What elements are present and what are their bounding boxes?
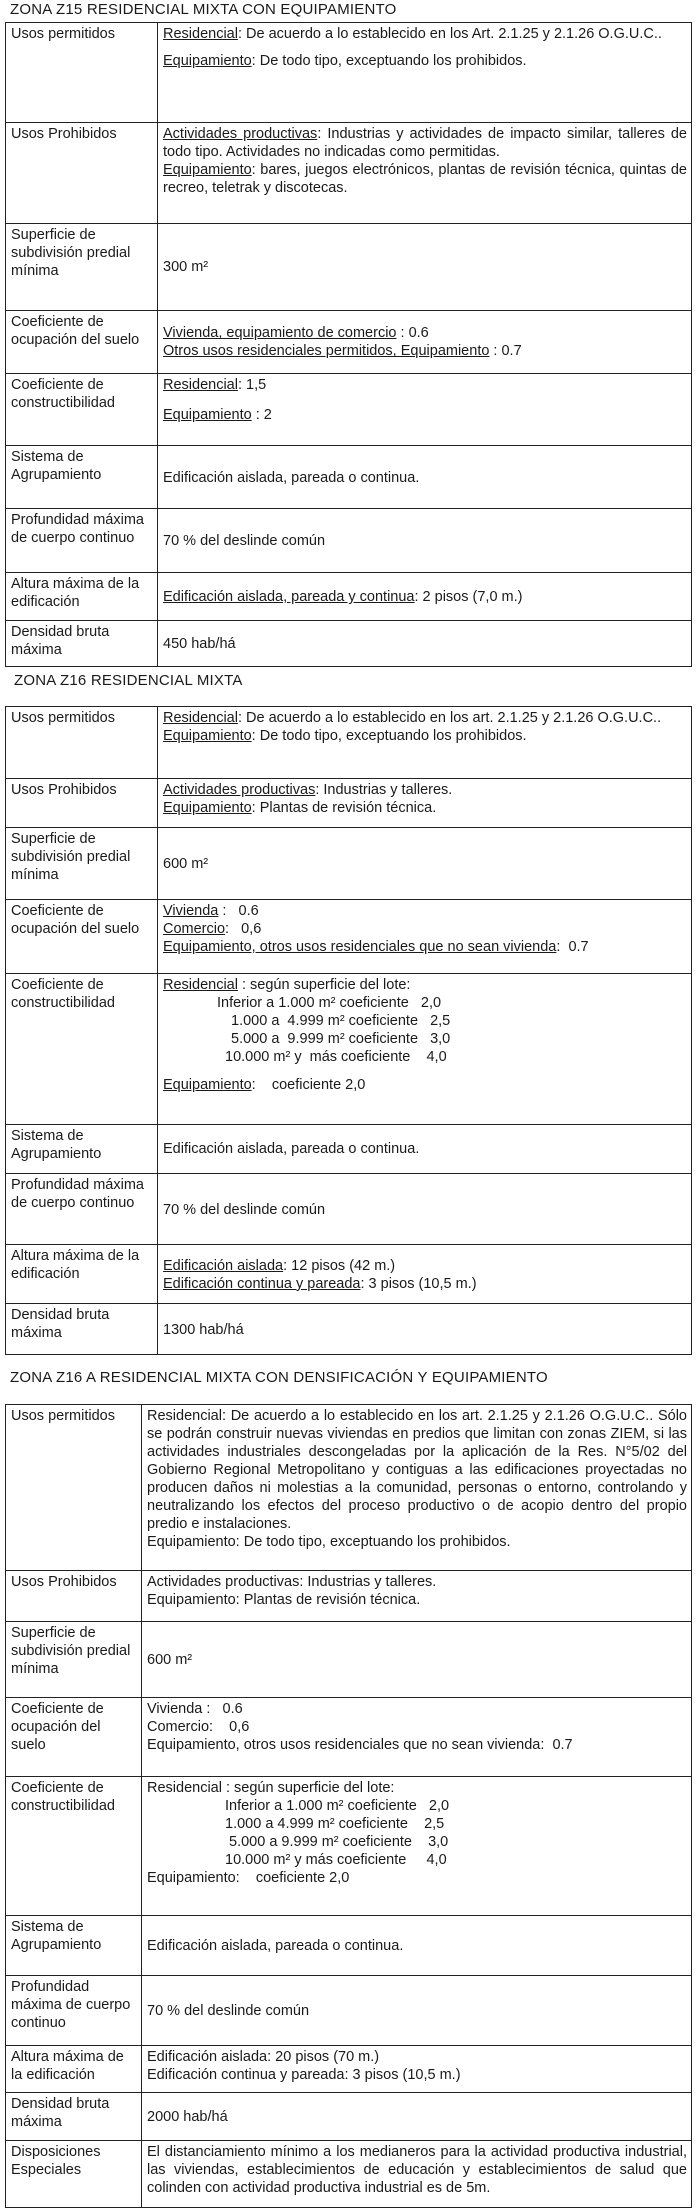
zone-z15-title: ZONA Z15 RESIDENCIAL MIXTA CON EQUIPAMIENTO (10, 1, 397, 18)
densidad-value: 2000 hab/há (142, 2092, 692, 2141)
row-label: Altura máxima de la edificación (6, 1245, 158, 1304)
equipamiento-label: Equipamiento (163, 799, 252, 816)
line: Vivienda : 0.6 (147, 1700, 243, 1717)
usos-prohibidos-value (142, 1571, 692, 1622)
row-label: Coeficiente de ocupación del suelo (6, 1697, 142, 1776)
row-label: Sistema de Agrupamiento (6, 1125, 158, 1173)
table-row (6, 1776, 692, 1916)
equipamiento-text: : coeficiente 2,0 (251, 1076, 366, 1093)
line: Actividades productivas: Industrias y talleres. (147, 1574, 437, 1591)
table-row (6, 223, 692, 310)
table-row (6, 778, 692, 828)
sistema-value: Edificación aislada, pareada o continua. (158, 446, 692, 508)
row-label: Densidad bruta máxima (6, 621, 158, 667)
equipamiento-label: Equipamiento (163, 728, 252, 744)
residencial-label: Residencial (163, 710, 238, 726)
row-label: Coeficiente de constructibilidad (6, 973, 158, 1125)
table-row (6, 828, 692, 900)
row-label: Superficie de subdivisión predial mínima (6, 828, 158, 900)
coef-constructibilidad-value (142, 1776, 692, 1916)
row-label: Coeficiente de ocupación del suelo (6, 899, 158, 973)
table-row (6, 1571, 692, 1622)
row-label: Altura máxima de la edificación (6, 573, 158, 621)
tier-line: Inferior a 1.000 m² coeficiente 2,0 (225, 1797, 450, 1814)
line-label: Edificación aislada (163, 1257, 284, 1274)
line-value: : 3 pisos (10,5 m.) (360, 1275, 477, 1292)
coef-constructibilidad-value (158, 373, 692, 446)
usos-permitidos-value (158, 23, 692, 123)
row-label: Coeficiente de constructibilidad (6, 1776, 142, 1916)
row-label: Usos Prohibidos (6, 1571, 142, 1622)
residencial-text: : según superficie del lote: (237, 976, 411, 993)
table-row (6, 373, 692, 446)
coef-ocupacion-value (158, 311, 692, 373)
equipamiento-text: : De todo tipo, exceptuando los prohibidos. (251, 728, 527, 744)
coef-constructibilidad-value (158, 973, 692, 1125)
actividades-label: Actividades productivas (163, 125, 318, 142)
row-label: Disposiciones Especiales (6, 2141, 142, 2208)
line-label: Otros usos residenciales permitidos, Equipamiento (163, 343, 490, 360)
table-row (6, 1976, 692, 2046)
equipamiento-label: Equipamiento (163, 53, 252, 69)
actividades-text: : Industrias y talleres. (315, 781, 453, 798)
line-label: Vivienda (163, 902, 219, 919)
line: Equipamiento: Plantas de revisión técnica. (147, 1592, 421, 1609)
densidad-value: 450 hab/há (158, 621, 692, 667)
row-label: Superficie de subdivisión predial mínima (6, 1622, 142, 1697)
zone-z16a-title: ZONA Z16 A RESIDENCIAL MIXTA CON DENSIFICACIÓN Y EQUIPAMIENTO (10, 1369, 548, 1386)
zone-z15-table (5, 22, 692, 667)
equipamiento-label: Equipamiento (163, 1076, 252, 1093)
line-label: Vivienda, equipamiento de comercio (163, 325, 397, 342)
table-row (6, 1697, 692, 1776)
row-label: Sistema de Agrupamiento (6, 1916, 142, 1976)
line-value: : 2 pisos (7,0 m.) (414, 589, 523, 606)
line-value: : 1,5 (237, 376, 267, 393)
line-value: : 0,6 (225, 920, 262, 937)
table-row (6, 122, 692, 223)
table-row (6, 2141, 692, 2208)
actividades-text: : Industrias y actividades de impacto similar, talleres de todo tipo. Actividades no indicadas como permitidas. (163, 125, 687, 160)
superficie-value: 600 m² (158, 828, 692, 900)
line-value: : 0.7 (489, 343, 522, 360)
equipamiento-text: : bares, juegos electrónicos, plantas de revisión técnica, quintas de recreo, teletrak y discotecas. (163, 161, 687, 196)
row-label: Usos Prohibidos (6, 122, 158, 223)
equipamiento-text: : De todo tipo, exceptuando los prohibidos. (251, 53, 527, 69)
residencial-text: Residencial : según superficie del lote: (147, 1779, 395, 1796)
row-label: Sistema de Agrupamiento (6, 446, 158, 508)
row-label: Densidad bruta máxima (6, 1304, 158, 1355)
coef-ocupacion-value (142, 1697, 692, 1776)
row-label: Profundidad máxima de cuerpo continuo (6, 508, 158, 573)
profundidad-value: 70 % del deslinde común (158, 1173, 692, 1245)
altura-value (158, 573, 692, 621)
altura-value (142, 2046, 692, 2093)
table-row (6, 2046, 692, 2093)
table-row (6, 1916, 692, 1976)
usos-prohibidos-value (158, 778, 692, 828)
row-label: Profundidad máxima de cuerpo continuo (6, 1173, 158, 1245)
tier-line: 5.000 a 9.999 m² coeficiente 3,0 (229, 1833, 449, 1850)
line: Edificación aislada: 20 pisos (70 m.) (147, 2049, 380, 2065)
tier-line: 10.000 m² y más coeficiente 4,0 (225, 1851, 447, 1868)
sistema-value: Edificación aislada, pareada o continua. (158, 1125, 692, 1173)
equipamiento-text: Equipamiento: De todo tipo, exceptuando los prohibidos. (147, 1534, 511, 1550)
table-row (6, 1304, 692, 1355)
line-value: : 0.6 (396, 325, 429, 342)
zone-z16a-table (5, 1404, 692, 2208)
zone-z16-title: ZONA Z16 RESIDENCIAL MIXTA (14, 672, 243, 689)
line-value: : 12 pisos (42 m.) (283, 1257, 396, 1274)
tier-line: 10.000 m² y más coeficiente 4,0 (225, 1048, 447, 1065)
table-row (6, 1125, 692, 1173)
equipamiento-label: Equipamiento (163, 161, 252, 178)
line-value: : 0.6 (218, 902, 259, 919)
line: Edificación continua y pareada: 3 pisos (10,5 m.) (147, 2067, 461, 2083)
row-label: Altura máxima de la edificación (6, 2046, 142, 2093)
row-label: Densidad bruta máxima (6, 2092, 142, 2141)
tier-line: 5.000 a 9.999 m² coeficiente 3,0 (231, 1030, 451, 1047)
line-label: Equipamiento, otros usos residenciales que no sean vivienda (163, 938, 557, 955)
table-row (6, 899, 692, 973)
line-label: Comercio (163, 920, 226, 937)
line-label: Edificación aislada, pareada y continua (163, 589, 415, 606)
table-row (6, 2092, 692, 2141)
disposiciones-value: El distanciamiento mínimo a los medianeros para la actividad productiva industrial, las viviendas, establecimientos de educación y establecimientos de salud que colinden con actividad productiva industrial es de 5m. (142, 2141, 692, 2208)
line-label: Equipamiento (163, 406, 252, 423)
equipamiento-text: Equipamiento: coeficiente 2,0 (147, 1869, 350, 1886)
residencial-label: Residencial (163, 26, 238, 42)
usos-permitidos-value (158, 707, 692, 779)
line-value: : 0.7 (556, 938, 589, 955)
usos-permitidos-value (142, 1405, 692, 1571)
table-row (6, 1173, 692, 1245)
line-label: Residencial (163, 376, 238, 393)
row-label: Usos Prohibidos (6, 778, 158, 828)
table-row (6, 1622, 692, 1697)
sistema-value: Edificación aislada, pareada o continua. (142, 1916, 692, 1976)
table-row (6, 311, 692, 373)
residencial-text: Residencial: De acuerdo a lo establecido en los art. 2.1.25 y 2.1.26 O.G.U.C.. Sólo se podrán construir nuevas viviendas en predios que limitan con zonas ZIEM, si las actividades industriales descongeladas por la aplicación de la Res. N°5/02 del Gobierno Regional Metropolitano y contiguas a las edificaciones proyectadas no producen daños ni molestias a la comunidad, personas o entorno, controlando y neutralizando los efectos del proceso productivo o de acopio dentro del propio predio e instalaciones. (147, 1408, 687, 1532)
table-row (6, 508, 692, 573)
table-row (6, 973, 692, 1125)
line: Equipamiento, otros usos residenciales que no sean vivienda: 0.7 (147, 1736, 573, 1753)
row-label: Profundidad máxima de cuerpo continuo (6, 1976, 142, 2046)
equipamiento-text: : Plantas de revisión técnica. (251, 799, 437, 816)
densidad-value: 1300 hab/há (158, 1304, 692, 1355)
coef-ocupacion-value (158, 899, 692, 973)
residencial-text: : De acuerdo a lo establecido en los Art. 2.1.25 y 2.1.26 O.G.U.C.. (237, 26, 662, 42)
tier-line: 1.000 a 4.999 m² coeficiente 2,5 (225, 1815, 445, 1832)
superficie-value: 300 m² (158, 223, 692, 310)
line-value: : 2 (251, 406, 272, 423)
table-row (6, 1245, 692, 1304)
zone-z16-table (5, 706, 692, 1355)
row-label: Usos permitidos (6, 1405, 142, 1571)
row-label: Coeficiente de ocupación del suelo (6, 311, 158, 373)
row-label: Coeficiente de constructibilidad (6, 373, 158, 446)
tier-line: 1.000 a 4.999 m² coeficiente 2,5 (231, 1012, 451, 1029)
row-label: Superficie de subdivisión predial mínima (6, 223, 158, 310)
table-row (6, 23, 692, 123)
row-label: Usos permitidos (6, 707, 158, 779)
line: Comercio: 0,6 (147, 1718, 250, 1735)
residencial-label: Residencial (163, 976, 238, 993)
table-row (6, 621, 692, 667)
table-row (6, 446, 692, 508)
table-row (6, 707, 692, 779)
residencial-text: : De acuerdo a lo establecido en los art. 2.1.25 y 2.1.26 O.G.U.C.. (237, 710, 662, 726)
table-row (6, 573, 692, 621)
superficie-value: 600 m² (142, 1622, 692, 1697)
row-label: Usos permitidos (6, 23, 158, 123)
usos-prohibidos-value (158, 122, 692, 223)
line-label: Edificación continua y pareada (163, 1275, 361, 1292)
profundidad-value: 70 % del deslinde común (142, 1976, 692, 2046)
table-row (6, 1405, 692, 1571)
profundidad-value: 70 % del deslinde común (158, 508, 692, 573)
altura-value (158, 1245, 692, 1304)
actividades-label: Actividades productivas (163, 781, 316, 798)
tier-line: Inferior a 1.000 m² coeficiente 2,0 (217, 994, 442, 1011)
